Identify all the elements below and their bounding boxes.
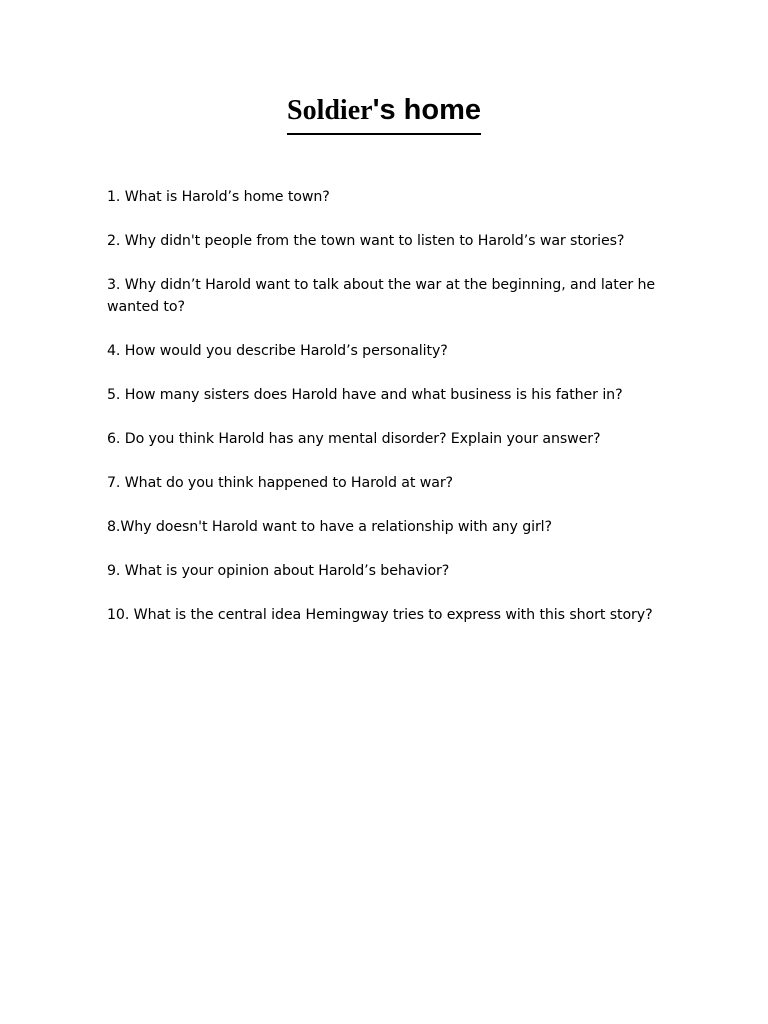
question-item: 9. What is your opinion about Harold’s behavior? [107, 563, 450, 579]
title-underlined [287, 92, 481, 135]
question-list [107, 186, 667, 648]
question-item: 10. What is the central idea Hemingway tries to express with this short story? [107, 607, 653, 623]
question-item: 6. Do you think Harold has any mental disorder? Explain your answer? [107, 431, 601, 447]
page-title [0, 92, 768, 135]
question-item: 8.Why doesn't Harold want to have a relationship with any girl? [107, 519, 552, 535]
question-item: 2. Why didn't people from the town want to listen to Harold’s war stories? [107, 233, 625, 249]
title-part-sans: 's home [372, 94, 481, 126]
question-item: 5. How many sisters does Harold have and what business is his father in? [107, 387, 623, 403]
question-item: 7. What do you think happened to Harold at war? [107, 475, 453, 491]
question-item: 3. Why didn’t Harold want to talk about the war at the beginning, and later he wanted to? [107, 277, 656, 315]
question-item: 1. What is Harold’s home town? [107, 189, 330, 205]
title-part-serif: Soldier [287, 95, 373, 126]
question-item: 4. How would you describe Harold’s personality? [107, 343, 448, 359]
